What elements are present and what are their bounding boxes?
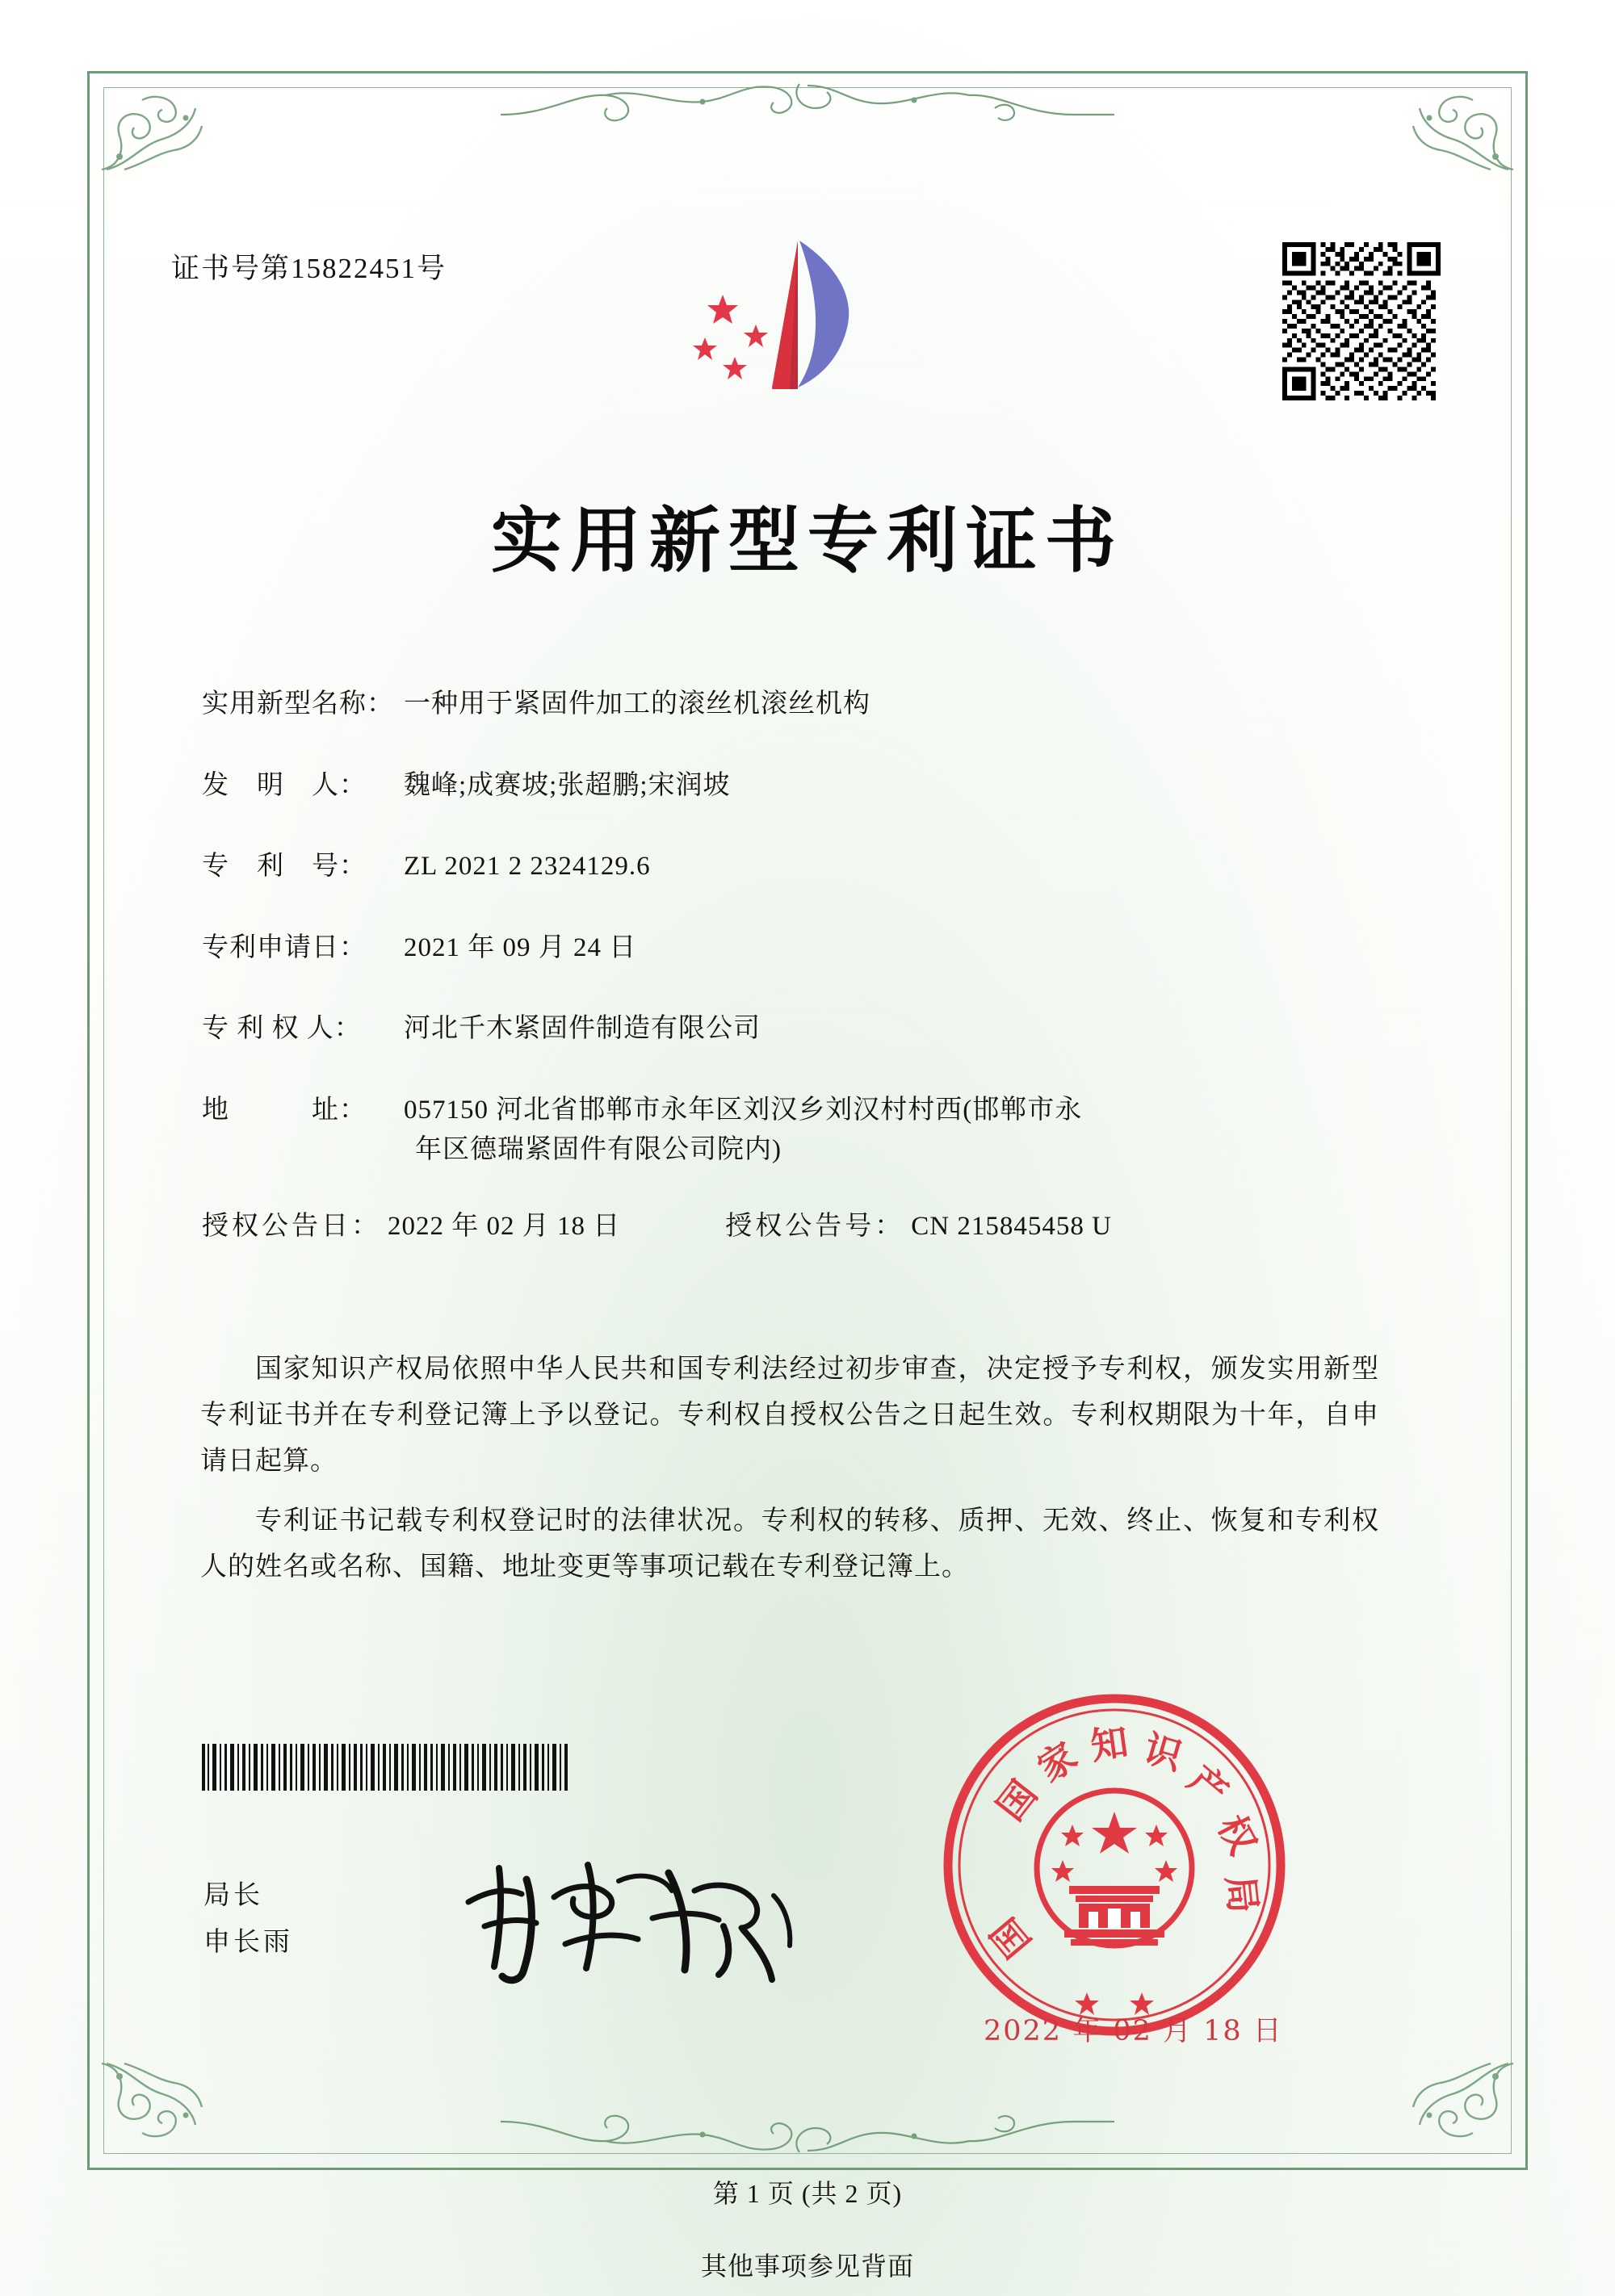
page-title: 实用新型专利证书 [490, 498, 1124, 582]
field-value: 一种用于紧固件加工的滚丝机滚丝机构 [404, 689, 870, 719]
announcement-number-label: 授权公告号： [725, 1211, 905, 1241]
legal-text-block [200, 1347, 1379, 1605]
field-value-wrapper [404, 1091, 1373, 1171]
field-patent-number [202, 844, 1373, 887]
corner-ornament-icon [95, 2057, 216, 2154]
field-utility-model-name [202, 682, 1373, 725]
svg-text:知: 知 [1088, 1720, 1131, 1769]
field-label: 专 利 权 人： [202, 1014, 362, 1043]
announcement-date-value: 2022 年 02 月 18 日 [388, 1211, 621, 1241]
field-label: 实用新型名称： [202, 689, 394, 719]
paragraph-2: 专利证书记载专利权登记时的法律状况。专利权的转移、质押、无效、终止、恢复和专利权人的姓名或名称、国籍、地址变更等事项记载在专利登记簿上。 [200, 1506, 1379, 1582]
handwritten-signature-icon [452, 1849, 808, 1990]
signature-labels [203, 1873, 293, 1967]
svg-text:国: 国 [988, 1772, 1046, 1829]
top-flourish-icon [501, 78, 1114, 134]
field-value-line1: 057150 河北省邯郸市永年区刘汉乡刘汉村村西(邯郸市永 [404, 1095, 1083, 1125]
corner-ornament-icon [95, 79, 216, 176]
footer-note: 其他事项参见背面 [700, 2252, 914, 2281]
field-label: 专利申请日： [202, 932, 367, 962]
field-value: 魏峰;成赛坡;张超鹏;宋润坡 [404, 770, 731, 800]
director-name-label: 申长雨 [203, 1927, 293, 1957]
svg-text:国: 国 [982, 1909, 1040, 1967]
field-value-line2: 年区德瑞紧固件有限公司院内) [415, 1135, 782, 1164]
corner-ornament-icon [1399, 2057, 1520, 2154]
bottom-flourish-icon [501, 2102, 1114, 2159]
official-seal-icon [937, 1687, 1292, 2043]
field-label: 专 利 号： [202, 852, 367, 881]
field-inventors [202, 764, 1373, 807]
patent-office-emblem-icon [677, 234, 919, 408]
svg-text:权: 权 [1209, 1808, 1265, 1862]
paragraph-1: 国家知识产权局依照中华人民共和国专利法经过初步审查，决定授予专利权，颁发实用新型专利证书并在专利登记簿上予以登记。专利权自授权公告之日起生效。专利权期限为十年，自申请日起算。 [200, 1355, 1379, 1476]
director-title-label: 局长 [203, 1881, 263, 1910]
seal-date: 2022 年 02 月 18 日 [984, 2015, 1283, 2047]
svg-text:识: 识 [1139, 1726, 1187, 1779]
corner-ornament-icon [1399, 79, 1520, 176]
field-value: 2021 年 09 月 24 日 [404, 932, 637, 962]
fields-block [202, 682, 1373, 1242]
field-value: 河北千木紧固件制造有限公司 [404, 1014, 761, 1043]
field-grant-row [202, 1205, 1373, 1242]
field-application-date [202, 926, 1373, 969]
page-number: 第 1 页 (共 2 页) [712, 2179, 903, 2208]
svg-text:家: 家 [1030, 1733, 1085, 1791]
field-label: 发 明 人： [202, 770, 367, 800]
announcement-number-value: CN 215845458 U [911, 1211, 1112, 1241]
field-patentee [202, 1007, 1373, 1050]
certificate-number: 证书号第15822451号 [171, 253, 447, 284]
announcement-date-label: 授权公告日： [202, 1211, 381, 1241]
qr-code-icon [1282, 242, 1441, 400]
field-value: ZL 2021 2 2324129.6 [404, 852, 651, 881]
svg-text:局: 局 [1218, 1873, 1266, 1916]
svg-text:产: 产 [1180, 1757, 1237, 1815]
barcode-icon [202, 1744, 606, 1791]
field-address [202, 1088, 1373, 1171]
field-label: 地 址： [202, 1095, 367, 1125]
